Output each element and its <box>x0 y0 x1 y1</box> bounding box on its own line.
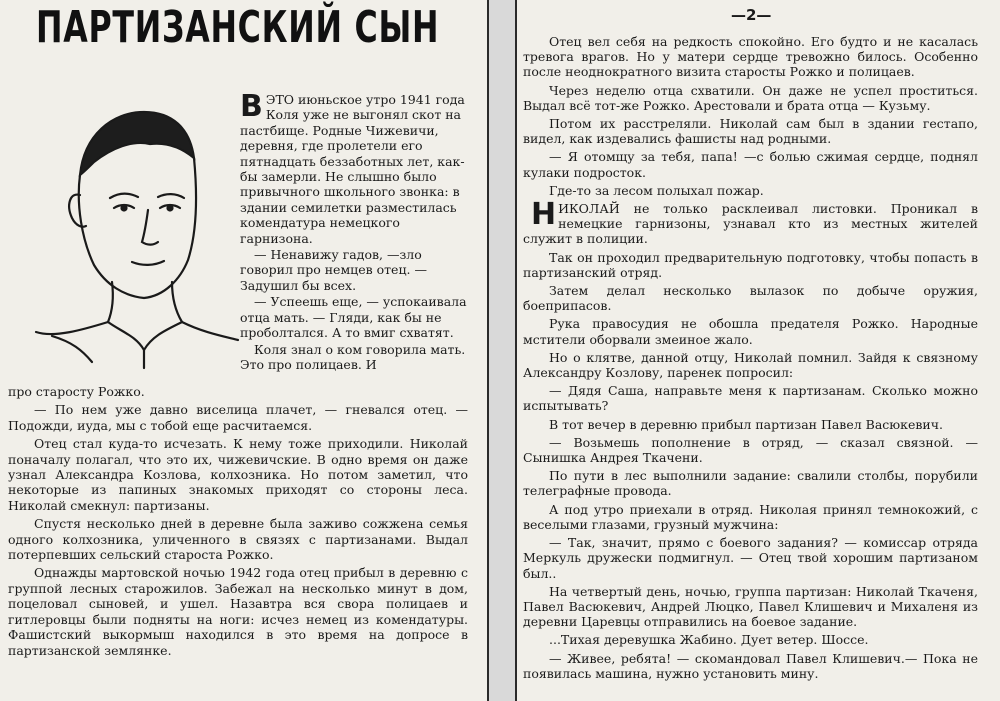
paragraph: Но о клятве, данной отцу, Николай помнил. Зайдя к связному Александру Козлову, паренек попросил: <box>523 349 978 381</box>
page-divider <box>487 0 489 701</box>
paragraph: Отец стал куда-то исчезать. К нему тоже приходили. Николай поначалу полагал, что это их, чижевичские. В одно время он даже узнал Александра Козлова, колхозника. Но потом заметил, что некоторые из папиных знакомых приходят со стороны леса. Николай смекнул: партизаны. <box>8 436 468 513</box>
paragraph: На четвертый день, ночью, группа партизан: Николай Ткаченя, Павел Васюкевич, Андрей Люцко, Павел Клишевич и Михаленя из деревни Царевцы отправились на боевое задание. <box>523 583 978 630</box>
left-column-text <box>8 384 468 661</box>
paragraph-text: ИКОЛАЙ не только расклеивал листовки. Проникал в немецкие гарнизоны, узнавал кто из местных жителей служит в полиции. <box>523 201 978 247</box>
left-page <box>0 0 487 701</box>
paragraph <box>523 197 978 247</box>
boy-portrait-illustration <box>32 100 242 370</box>
paragraph: — По нем уже давно виселица плачет, — гневался отец. — Подожди, иуда, мы с тобой еще расчитаемся. <box>8 402 468 433</box>
paragraph: — Живее, ребята! — скомандовал Павел Клишевич.— Пока не появилась машина, нужно установить мину. <box>523 650 978 681</box>
intro-paragraph: — Успеешь еще, — успокаивала отца мать. — Гляди, как бы не проболтался. А то вмиг схватят. <box>240 294 467 341</box>
page-number: —2— <box>731 6 772 24</box>
paragraph: — Я отомщу за тебя, папа! —с болью сжимая сердце, поднял кулаки подросток. <box>523 149 978 180</box>
drop-cap: Н <box>531 197 557 233</box>
paragraph: Однажды мартовской ночью 1942 года отец прибыл в деревню с группой лесных старожилов. Забежал на несколько минут в дом, поцеловал сыновей, и ушел. Назавтра вся свора полицаев и гитлеровцы были подняты на ноги: исчез немец из комендатуры. Фашистский выкормыш находился в это время на допросе в партизанской землянке. <box>8 565 468 658</box>
article-title: ПАРТИЗАНСКИЙ СЫН <box>36 2 440 53</box>
right-column-text <box>523 34 978 684</box>
paragraph: ...Тихая деревушка Жабино. Дует ветер. Шоссе. <box>549 632 869 648</box>
paragraph: про старосту Рожко. <box>8 384 145 399</box>
paragraph: По пути в лес выполнили задание: свалили столбы, порубили телеграфные провода. <box>523 468 978 499</box>
paragraph: — Дядя Саша, направьте меня к партизанам. Сколько можно испытывать? <box>523 383 978 414</box>
drop-cap: В <box>240 89 263 124</box>
intro-paragraph: — Ненавижу гадов, —зло говорил про немцев отец. — Задушил бы всех. <box>240 247 427 293</box>
paragraph: Так он проходил предварительную подготовку, чтобы попасть в партизанский отряд. <box>523 249 978 280</box>
paragraph: Рука правосудия не обошла предателя Рожко. Народные мстители оборвали змеиное жало. <box>523 316 978 347</box>
paragraph: В тот вечер в деревню прибыл партизан Павел Васюкевич. <box>549 416 943 432</box>
paragraph: — Так, значит, прямо с боевого задания? — комиссар отряда Меркуль дружески подмигнул. — Отец твой хорошим партизаном был.. <box>523 535 978 581</box>
intro-paragraph: Коля знал о ком говорила мать. Это про полицаев. И <box>240 341 466 372</box>
paragraph: Где-то за лесом полыхал пожар. <box>549 182 764 198</box>
paragraph-text: ЭТО июньское утро 1941 года Коля уже не выгонял скот на пастбище. Родные Чижевичи, деревня, где пролетели его пятнадцать беззаботных лет, как-бы замерли. Не слышно было привычного школьного звонка: в здании семилетки разместилась комендатура немецкого гарнизона. <box>240 92 465 246</box>
paragraph: Отец вел себя на редкость спокойно. Его будто и не касалась тревога врагов. Но у матери сердце тревожно билось. Особенно после неоднократного визита старосты Рожко и полицаев. <box>523 34 978 80</box>
paragraph: — Возьмешь пополнение в отряд, — сказал связной. — Сынишка Андрея Ткачени. <box>523 434 978 466</box>
paragraph: Потом их расстреляли. Николай сам был в здании гестапо, видел, как издевались фашисты над родными. <box>523 116 978 147</box>
paragraph: Затем делал несколько вылазок по добыче оружия, боеприпасов. <box>523 283 978 314</box>
intro-paragraph <box>240 89 468 246</box>
paragraph: А под утро приехали в отряд. Николая принял темнокожий, с веселыми глазами, грузный мужчина: <box>523 501 978 532</box>
intro-text <box>240 89 468 373</box>
paragraph: Спустя несколько дней в деревне была заживо сожжена семья одного колхозника, уличенного в связях с партизанами. Выдал потерпевших сельский староста Рожко. <box>8 516 468 563</box>
paragraph: Через неделю отца схватили. Он даже не успел проститься. Выдал всё тот-же Рожко. Арестовали и брата отца — Кузьму. <box>523 82 978 113</box>
